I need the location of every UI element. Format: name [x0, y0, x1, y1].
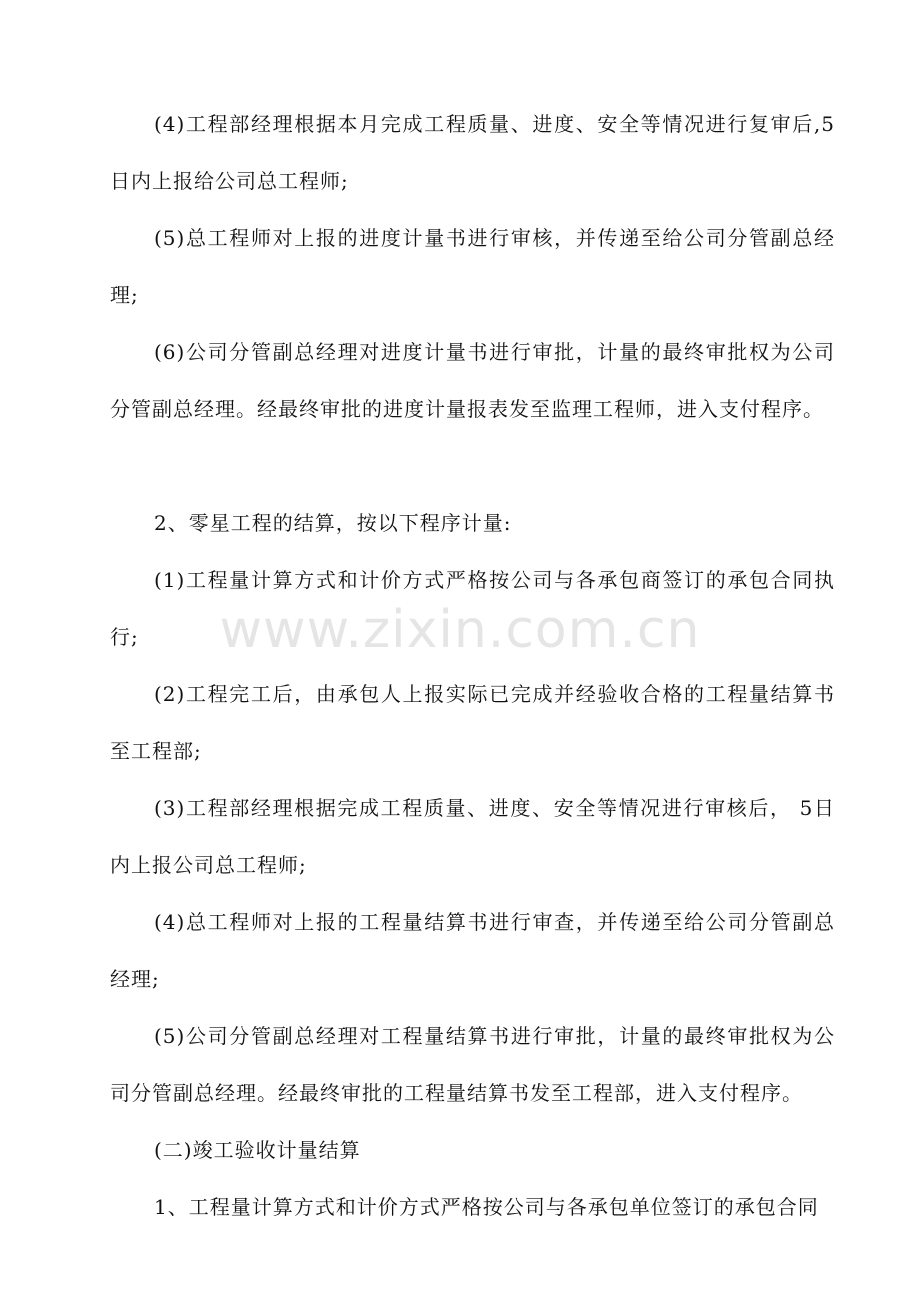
paragraph-item-1-calculation: (1)工程量计算方式和计价方式严格按公司与各承包商签订的承包合同执行; — [110, 568, 835, 649]
paragraph-item-5-final-approval: (5)公司分管副总经理对工程量结算书进行审批，计量的最终审批权为公司分管副总经理。经最终审批的工程量结算书发至工程部，进入支付程序。 — [110, 1024, 835, 1105]
paragraph-item-3-manager-review: (3)工程部经理根据完成工程质量、进度、安全等情况进行审核后， 5日内上报公司总工程师; — [110, 796, 835, 877]
paragraph-item-4-examination: (4)总工程师对上报的工程量结算书进行审查，并传递至给公司分管副总经理; — [110, 910, 835, 991]
paragraph-item-4-review: (4)工程部经理根据本月完成工程质量、进度、安全等情况进行复审后,5日内上报给公司总工程师; — [110, 112, 835, 193]
section-heading-sporadic-works: 2、零星工程的结算，按以下程序计量: — [154, 511, 512, 535]
watermark-text: www.zixin.com.cn — [219, 600, 701, 660]
paragraph-item-2-completion: (2)工程完工后，由承包人上报实际已完成并经验收合格的工程量结算书至工程部; — [110, 682, 835, 763]
paragraph-acceptance-item-1: 1、工程量计算方式和计价方式严格按公司与各承包单位签订的承包合同 — [154, 1195, 819, 1219]
paragraph-item-5-chief-engineer: (5)总工程师对上报的进度计量书进行审核，并传递至给公司分管副总经理; — [110, 226, 835, 307]
paragraph-item-6-approval: (6)公司分管副总经理对进度计量书进行审批，计量的最终审批权为公司分管副总经理。经最终审批的进度计量报表发至监理工程师，进入支付程序。 — [110, 340, 835, 421]
section-heading-completion-acceptance: (二)竣工验收计量结算 — [154, 1138, 361, 1162]
